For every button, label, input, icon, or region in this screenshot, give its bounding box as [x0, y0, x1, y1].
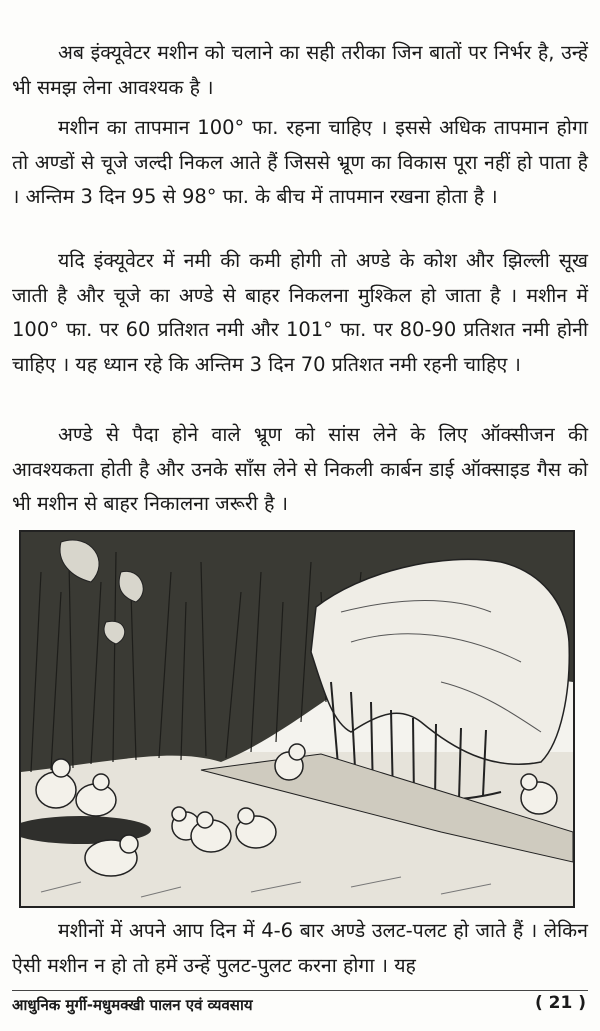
- paragraph-3: यदि इंक्यूवेटर में नमी की कमी होगी तो अण्डे के कोश और झिल्ली सूख जाती है और चूजे का अण्डे से बाहर निकलना मुश्किल हो जाता है । मशीन में 100° फा. पर 60 प्रतिशत नमी और 101° फा. पर 80-90 प्रतिशत नमी होनी चाहिए । यह ध्यान रहे कि अन्तिम 3 दिन 70 प्रतिशत नमी रहनी चाहिए ।: [12, 249, 588, 376]
- paragraph-2: मशीन का तापमान 100° फा. रहना चाहिए । इससे अधिक तापमान होगा तो अण्डों से चूजे जल्दी निकल आते हैं जिससे भ्रूण का विकास पूरा नहीं हो पाता है । अन्तिम 3 दिन 95 से 98° फा. के बीच में तापमान रखना होता है ।: [12, 116, 588, 208]
- paragraph-5: मशीनों में अपने आप दिन में 4-6 बार अण्डे उलट-पलट हो जाते हैं । लेकिन ऐसी मशीन न हो तो हमें उन्हें पुलट-पुलट करना होगा । यह: [12, 919, 588, 977]
- page-footer: [12, 990, 588, 1021]
- illustration-chicks-brooder: [19, 530, 575, 908]
- coop-cover-sheet: [311, 559, 569, 764]
- paragraph-1: अब इंक्यूवेटर मशीन को चलाने का सही तरीका जिन बातों पर निर्भर है, उन्हें भी समझ लेना आवश्यक है ।: [12, 41, 588, 99]
- book-title: आधुनिक मुर्गी-मधुमक्खी पालन एवं व्यवसाय: [12, 996, 253, 1014]
- paragraph-4: अण्डे से पैदा होने वाले भ्रूण को सांस लेने के लिए ऑक्सीजन की आवश्यकता होती है और उनके साँस लेने से निकली कार्बन डाई ऑक्साइड गैस को भी मशीन से बाहर निकालना जरूरी है ।: [12, 423, 588, 515]
- chick: [36, 772, 76, 808]
- page-number: ( 21 ): [534, 993, 586, 1013]
